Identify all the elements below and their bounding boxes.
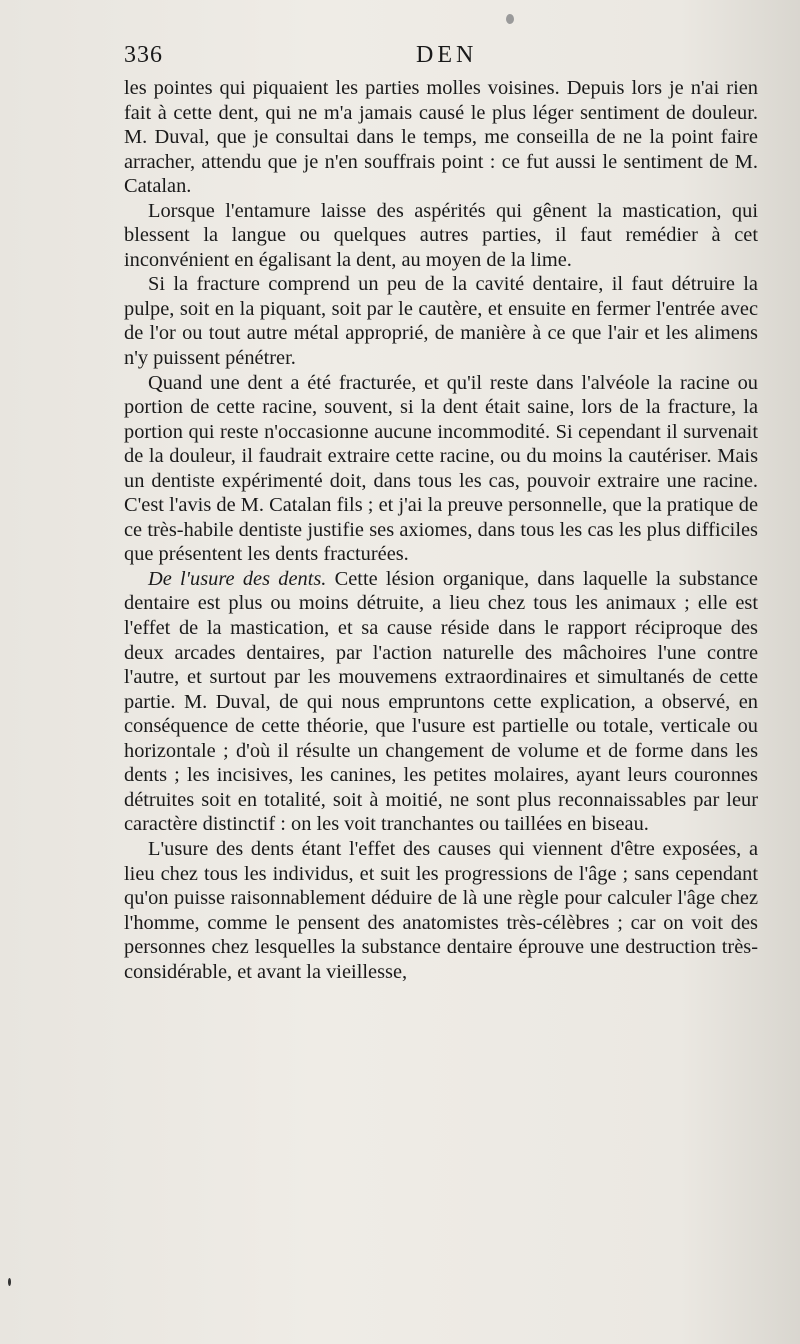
body-text — [124, 76, 758, 984]
paragraph-continuation: les pointes qui piquaient les parties molles voisines. Depuis lors je n'ai rien fait à cette dent, qui ne m'a jamais causé le plus léger sentiment de douleur. M. Duval, que je consultai dans le temps, me conseilla de ne la point faire arracher, attendu que je n'en souffrais point : ce fut aussi le sentiment de M. Catalan. — [124, 77, 758, 198]
section-heading-usure: De l'usure des dents. — [148, 567, 327, 590]
print-speck — [506, 14, 514, 24]
paragraph-entamure: Lorsque l'entamure laisse des aspérités qui gênent la mastication, qui blessent la langue ou quelques autres parties, il faut remédier à cet inconvénient en égalisant la dent, au moyen de la lime. — [124, 199, 758, 271]
running-head: DEN — [416, 42, 478, 68]
paragraph-fracture-cavite: Si la fracture comprend un peu de la cavité dentaire, il faut détruire la pulpe, soit en la piquant, soit par le cautère, et ensuite en fermer l'entrée avec de l'or ou tout autre métal approprié, de manière à ce que l'air et les alimens n'y puissent pénétrer. — [124, 273, 758, 370]
paragraph-usure-text: Cette lésion organique, dans laquelle la substance dentaire est plus ou moins détruite, a lieu chez tous les animaux ; elle est l'effet de la mastication, et sa cause réside dans le rapport réciproque des deux arcades dentaires, par l'action naturelle des mâchoires l'une contre l'autre, et surtout par les mouvemens extraordinaires et simultanés de cette partie. M. Duval, de qui nous empruntons cette explication, a observé, en conséquence de cette théorie, que l'usure est partielle ou totale, verticale ou horizontale ; d'où il résulte un changement de volume et de forme dans les dents ; les incisives, les canines, les petites molaires, ayant leurs couronnes détruites soit en totalité, soit à moitié, ne sont plus reconnaissables par leur caractère distinctif : on les voit tranchantes ou taillées en biseau. — [124, 567, 758, 836]
paragraph-usure — [124, 567, 758, 837]
paragraph-dent-fracturee: Quand une dent a été fracturée, et qu'il reste dans l'alvéole la racine ou portion de cette racine, souvent, si la dent était saine, lors de la fracture, la portion qui reste n'occasionne aucune incommodité. Si cependant il survenait de la douleur, il faudrait extraire cette racine, ou du moins la cautériser. Mais un dentiste expérimenté doit, dans tous les cas, pouvoir extraire une racine. C'est l'avis de M. Catalan fils ; et j'ai la preuve personnelle, que la pratique de ce très-habile dentiste justifie ses axiomes, dans tous les cas les plus difficiles que présentent les dents fracturées. — [124, 371, 758, 566]
print-speck — [8, 1278, 11, 1286]
paragraph-usure-age: L'usure des dents étant l'effet des causes qui viennent d'être exposées, a lieu chez tous les individus, et suit les progressions de l'âge ; sans cependant qu'on puisse raisonnablement déduire de là une règle pour calculer l'âge chez l'homme, comme le pensent des anatomistes très-célèbres ; car on voit des personnes chez lesquelles la substance dentaire éprouve une destruction très-considérable, et avant la vieillesse, — [124, 837, 758, 983]
page-number: 336 — [124, 42, 163, 68]
page-header — [124, 40, 758, 74]
